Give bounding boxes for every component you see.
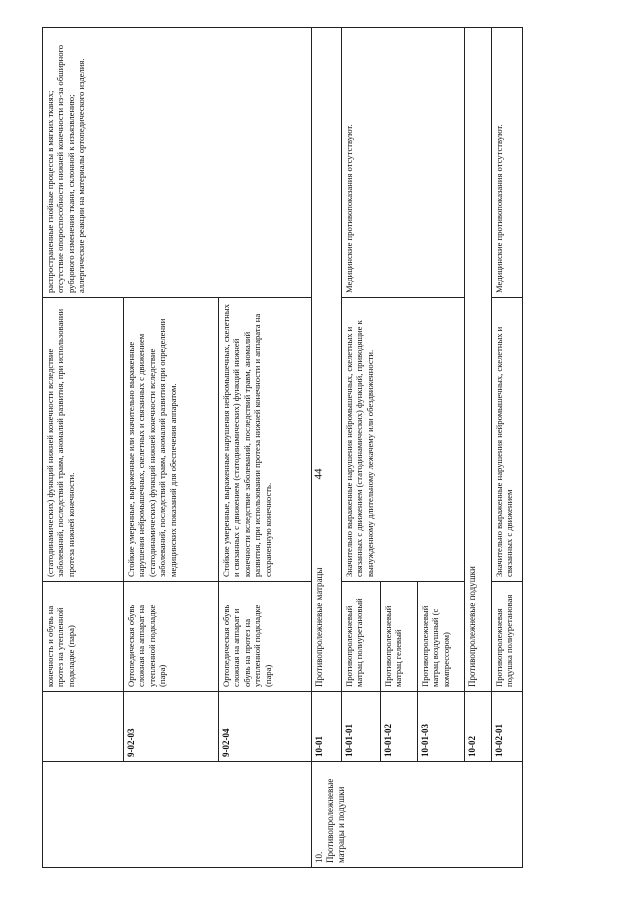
code-cell: [43, 692, 124, 762]
group-title-cell: Противопролежневые подушки: [465, 28, 492, 692]
table-row: [465, 28, 492, 868]
table-row: [492, 28, 523, 868]
table-row: [312, 28, 342, 868]
code-cell: 10-01-01: [342, 692, 381, 762]
indication-cell: Значительно выраженные нарушения нейромышечных, скелетных и связанных с движением (статодинамических) функций, приводящие к вынужденному длительному лежачему или обездвиженности.: [342, 298, 465, 582]
product-name-cell: Противопролежневый матрац полиуретановый: [342, 582, 381, 692]
contraindication-cell: Медицинские противопоказания отсутствуют.: [492, 28, 523, 298]
rotated-page: [42, 28, 602, 868]
product-name-cell: Противопролежневый матрац воздушный (с компрессором): [418, 582, 465, 692]
contraindication-cell: Медицинские противопоказания отсутствуют.: [342, 28, 465, 298]
indication-cell: Стойкие умеренные, выраженные нарушения нейромышечных, скелетных и связанных с движением (статодинамических) функций нижней конечности вследствие заболеваний, последствий травм, аномалий развития, при использовании протеза нижней конечности и аппарата на сохраненную конечность.: [219, 298, 312, 582]
indication-cell: (статодинамических) функций нижней конечности вследствие заболеваний, последствий травм, аномалий развития, при использовании протеза нижней конечности.: [43, 298, 124, 582]
product-name-cell: конечность и обувь на протез на утепленной подкладке (пара): [43, 582, 124, 692]
code-cell: 10-02-01: [492, 692, 523, 762]
table-row: [43, 28, 124, 868]
group-title-cell: Противопролежневые матрацы: [312, 28, 342, 692]
code-cell: 10-01-03: [418, 692, 465, 762]
contraindication-text: распространенные гнойные процессы в мягких тканях; отсутствие опороспособности нижней конечности из-за обширного рубцового изменения ткани, склонной к изъязвлению; аллергические реакции на материалы ортопедического изделия.: [45, 44, 87, 293]
product-name-cell: Противопролежневый матрац гелевый: [381, 582, 418, 692]
code-cell: 9-02-04: [219, 692, 312, 762]
code-cell: 10-01-02: [381, 692, 418, 762]
page-number: 44: [312, 468, 325, 480]
indications-table: [42, 27, 523, 868]
product-name-cell: Ортопедическая обувь сложная на аппарат на утепленной подкладке (пара): [124, 582, 219, 692]
section-title-cell: 10. Противопролежневые матрацы и подушки: [312, 762, 523, 868]
contraindication-cell: [43, 28, 312, 298]
code-cell: 10-01: [312, 692, 342, 762]
indication-cell: Значительно выраженные нарушения нейромышечных, скелетных и связанных с движением: [492, 298, 523, 582]
table-row: [342, 28, 381, 868]
code-cell: 10-02: [465, 692, 492, 762]
product-name-cell: Ортопедическая обувь сложная на аппарат и обувь на протез на утепленной подкладке (пара): [219, 582, 312, 692]
indication-cell: Стойкие умеренные, выраженные или значительно выраженные нарушения нейромышечных, скелетных и связанных с движением (статодинамических) функций нижней конечности вследствие заболеваний, последствий травм, аномалий развития при определении медицинских показаний для обеспечения аппаратом.: [124, 298, 219, 582]
code-cell: 9-02-03: [124, 692, 219, 762]
section-cell: [43, 762, 312, 868]
product-name-cell: Противопролежневая подушка полиуретановая: [492, 582, 523, 692]
